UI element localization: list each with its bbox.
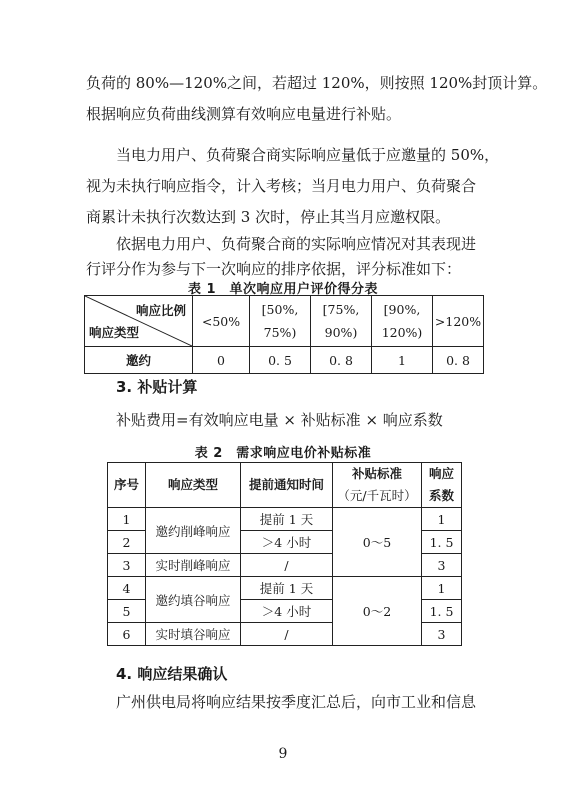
table2-coef: 1. 5	[422, 531, 462, 554]
table2-type: 邀约填谷响应	[146, 577, 241, 623]
table2-header-coef: 响应 系数	[422, 463, 462, 508]
table2-seq: 6	[108, 623, 146, 646]
corner-bottom-label: 响应类型	[89, 325, 140, 340]
table2-coef: 1	[422, 577, 462, 600]
paragraph-line: 依据电力用户、负荷聚合商的实际响应情况对其表现进	[116, 235, 477, 253]
table2-standard: 0～5	[333, 508, 422, 577]
table2-seq: 1	[108, 508, 146, 531]
table2-standard: 0～2	[333, 577, 422, 646]
table1-col-header: >120%	[433, 296, 484, 347]
table2-header-notice: 提前通知时间	[241, 463, 333, 508]
table2-caption: 表 2 需求响应电价补贴标准	[194, 446, 372, 461]
page-number: 9	[278, 746, 288, 762]
table-row	[108, 463, 462, 508]
table1	[84, 295, 484, 374]
table2-notice: /	[241, 554, 333, 577]
table1-cell: 0. 8	[433, 347, 484, 374]
table2-seq: 3	[108, 554, 146, 577]
table1-row-label: 邀约	[85, 347, 193, 374]
paragraph-line: 当电力用户、负荷聚合商实际响应量低于应邀量的 50%，	[116, 146, 500, 164]
table2-header-type: 响应类型	[146, 463, 241, 508]
paragraph-line: 行评分作为参与下一次响应的排序依据，评分标准如下：	[86, 260, 462, 278]
table2-seq: 2	[108, 531, 146, 554]
table1-cell: 0	[193, 347, 250, 374]
table2-header-seq: 序号	[108, 463, 146, 508]
table1-cell: 0. 8	[311, 347, 372, 374]
paragraph-line: 根据响应负荷曲线测算有效响应电量进行补贴。	[86, 105, 402, 123]
table1-col-header: [90%, 120%)	[372, 296, 433, 347]
table2-type: 实时削峰响应	[146, 554, 241, 577]
table1-cell: 1	[372, 347, 433, 374]
table1-cell: 0. 5	[250, 347, 311, 374]
table2-coef: 3	[422, 554, 462, 577]
paragraph-line: 负荷的 80%—120%之间，若超过 120%，则按照 120%封顶计算。	[86, 74, 548, 92]
table1-col-header: <50%	[193, 296, 250, 347]
table2-notice: 提前 1 天	[241, 508, 333, 531]
table-row	[85, 347, 484, 374]
table1-col-header: [75%, 90%)	[311, 296, 372, 347]
section4-heading: 4. 响应结果确认	[116, 665, 228, 683]
table-row	[108, 508, 462, 531]
table2-type: 邀约削峰响应	[146, 508, 241, 554]
section3-heading: 3. 补贴计算	[116, 378, 198, 396]
corner-top-label: 响应比例	[135, 303, 186, 318]
table1-corner-cell	[85, 296, 193, 347]
paragraph-line: 视为未执行响应指令，计入考核；当月电力用户、负荷聚合	[86, 177, 477, 195]
table2-type: 实时填谷响应	[146, 623, 241, 646]
table2-header-standard: 补贴标准 （元/千瓦时）	[333, 463, 422, 508]
table2-seq: 5	[108, 600, 146, 623]
table2-notice: /	[241, 623, 333, 646]
formula-line: 补贴费用=有效响应电量 × 补贴标准 × 响应系数	[116, 411, 443, 429]
table2-seq: 4	[108, 577, 146, 600]
paragraph-line: 广州供电局将响应结果按季度汇总后，向市工业和信息	[116, 693, 477, 711]
table-row	[108, 577, 462, 600]
table2	[107, 462, 462, 646]
table2-coef: 1. 5	[422, 600, 462, 623]
table2-notice: ＞4 小时	[241, 600, 333, 623]
table1-caption: 表 1 单次响应用户评价得分表	[187, 282, 379, 297]
table1-col-header: [50%, 75%)	[250, 296, 311, 347]
table2-notice: ＞4 小时	[241, 531, 333, 554]
table2-coef: 1	[422, 508, 462, 531]
table2-coef: 3	[422, 623, 462, 646]
paragraph-line: 商累计未执行次数达到 3 次时，停止其当月应邀权限。	[86, 208, 451, 226]
table-row	[85, 296, 484, 347]
table2-notice: 提前 1 天	[241, 577, 333, 600]
